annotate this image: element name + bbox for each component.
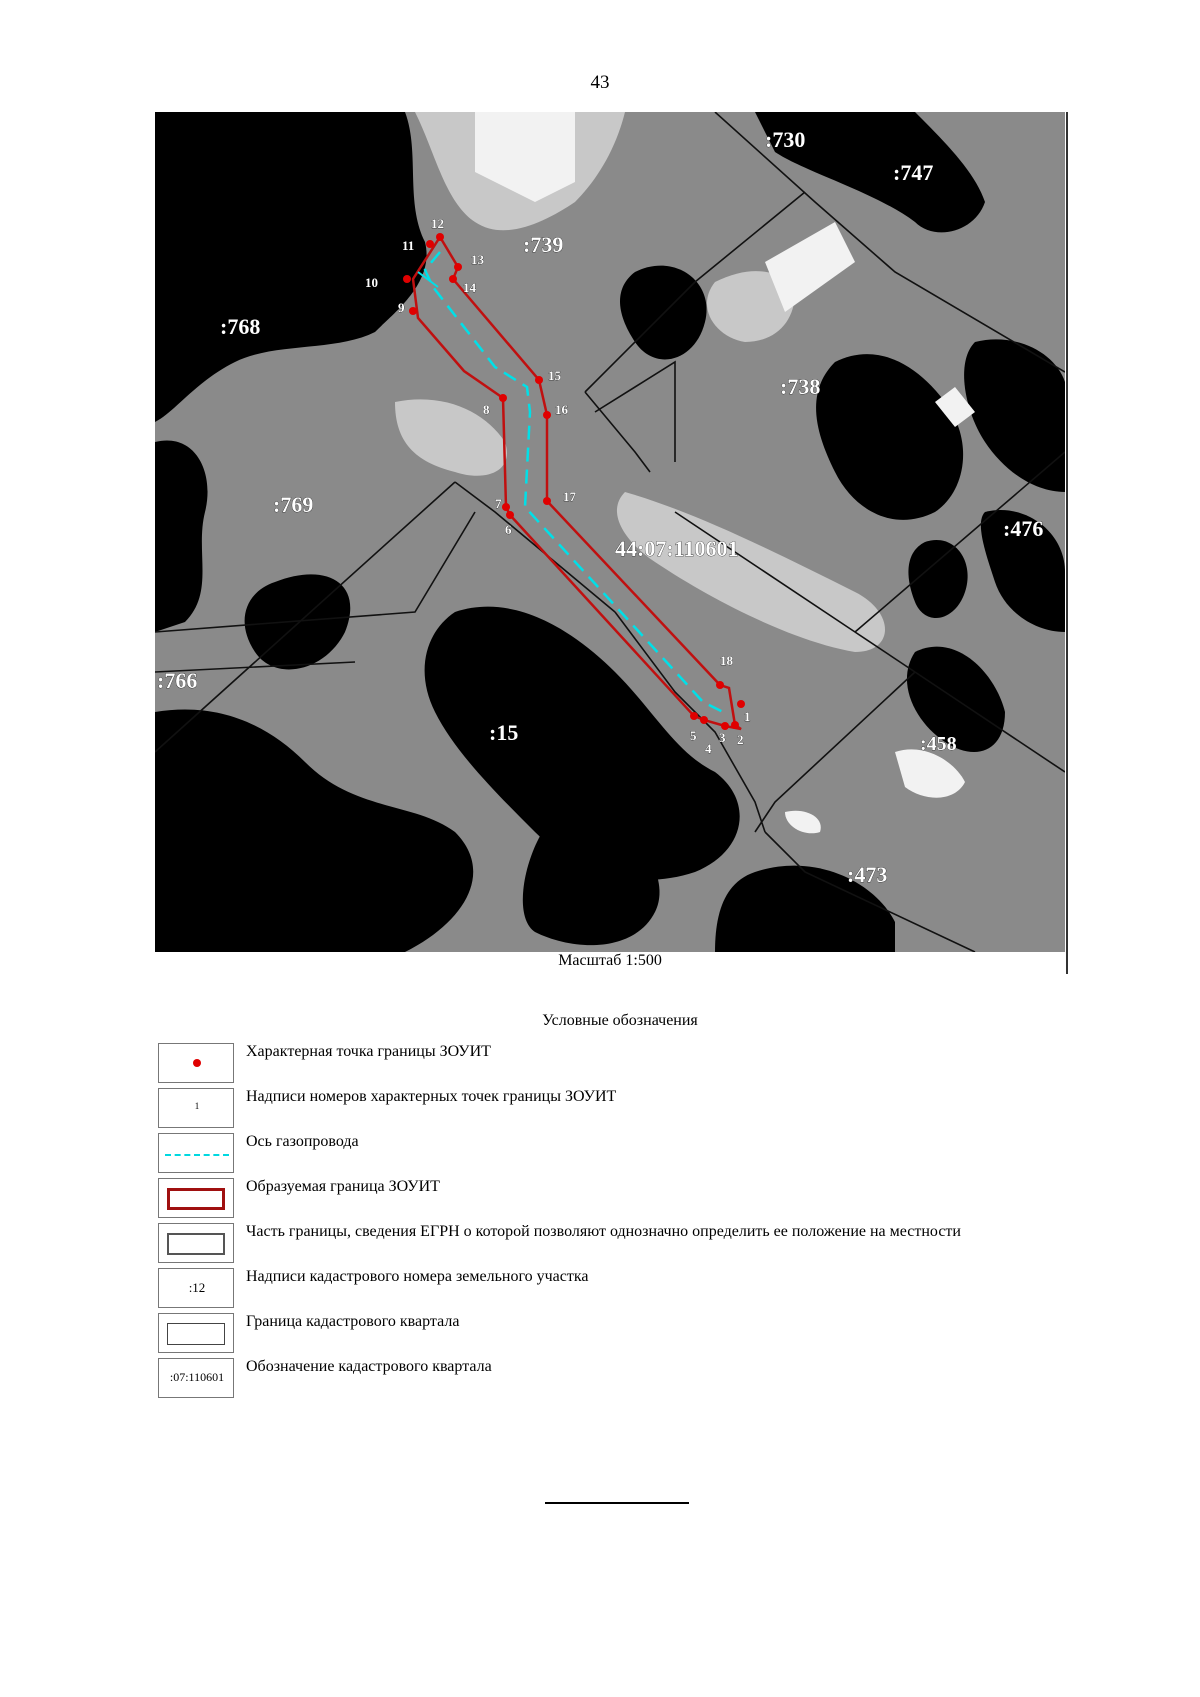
- legend-symbol-box: [158, 1358, 234, 1398]
- parcel-number-sample: :12: [188, 1280, 206, 1295]
- legend-symbol-box: [158, 1178, 234, 1218]
- legend-item: [158, 1313, 1200, 1357]
- parcel-label: :473: [847, 862, 888, 887]
- zone-boundary-icon: [167, 1188, 225, 1210]
- legend-symbol-box: [158, 1223, 234, 1263]
- legend-item: [158, 1178, 1200, 1222]
- cadastral-map: [155, 112, 1065, 952]
- point-label-9: 9: [398, 300, 405, 315]
- legend-item: [158, 1358, 1200, 1402]
- legend-item: [158, 1223, 1200, 1267]
- legend-item: [158, 1268, 1200, 1312]
- legend-item-text: Граница кадастрового квартала: [246, 1313, 460, 1330]
- parcel-label: :730: [765, 127, 806, 152]
- legend-symbol-box: [158, 1133, 234, 1173]
- point-label-2: 2: [737, 732, 744, 747]
- legend-title: Условные обозначения: [542, 1012, 698, 1029]
- parcel-label: :766: [157, 668, 198, 693]
- legend-item-text: Ось газопровода: [246, 1133, 359, 1150]
- parcel-label: :769: [273, 492, 314, 517]
- point-label-18: 18: [720, 653, 733, 668]
- quarter-label: 44:07:110601: [615, 536, 739, 561]
- parcel-label: :738: [780, 374, 821, 399]
- boundary-point-icon: [193, 1059, 201, 1067]
- point-label-1: 1: [744, 709, 751, 724]
- parcel-label: :768: [220, 314, 261, 339]
- point-label-6: 6: [505, 522, 512, 537]
- point-number-sample: 1: [194, 1101, 200, 1111]
- point-label-12: 12: [431, 216, 444, 231]
- legend-item: [158, 1133, 1200, 1177]
- legend-item-text: Надписи номеров характерных точек границы ЗОУИТ: [246, 1088, 617, 1105]
- parcel-label: :747: [893, 160, 934, 185]
- parcel-label: :476: [1003, 516, 1044, 541]
- parcel-label: :739: [523, 232, 564, 257]
- legend-item: [158, 1088, 1200, 1132]
- point-label-3: 3: [719, 730, 726, 745]
- quarter-label-sample: :07:110601: [169, 1370, 225, 1384]
- point-label-5: 5: [690, 728, 697, 743]
- point-label-15: 15: [548, 368, 561, 383]
- legend-symbol-box: [158, 1043, 234, 1083]
- legend-symbol-box: [158, 1313, 234, 1353]
- point-label-7: 7: [495, 496, 502, 511]
- parcel-label: :458: [920, 733, 957, 755]
- page-number: 43: [590, 72, 610, 93]
- point-label-8: 8: [483, 402, 490, 417]
- legend-item-text: Образуемая граница ЗОУИТ: [246, 1178, 440, 1195]
- legend-item-text: Надписи кадастрового номера земельного участка: [246, 1268, 589, 1285]
- parcel-label: :15: [489, 720, 519, 745]
- point-label-4: 4: [705, 741, 712, 756]
- egrn-boundary-icon: [167, 1233, 225, 1255]
- point-label-13: 13: [471, 252, 484, 267]
- legend-symbol-box: [158, 1088, 234, 1128]
- footer-rule: [545, 1502, 689, 1504]
- legend-item-text: Обозначение кадастрового квартала: [246, 1358, 492, 1375]
- point-label-17: 17: [563, 489, 576, 504]
- legend-item-text: Часть границы, сведения ЕГРН о которой позволяют однозначно определить ее положение на местности: [246, 1223, 961, 1240]
- gas-axis-line-icon: [165, 1154, 229, 1156]
- point-label-11: 11: [402, 238, 415, 253]
- point-label-14: 14: [463, 280, 476, 295]
- quarter-boundary-icon: [167, 1323, 225, 1345]
- map-frame-rule: [1066, 112, 1068, 974]
- point-label-10: 10: [365, 275, 378, 290]
- point-label-16: 16: [555, 402, 568, 417]
- legend-symbol-box: [158, 1268, 234, 1308]
- scale-label: Масштаб 1:500: [558, 952, 662, 969]
- legend-item-text: Характерная точка границы ЗОУИТ: [246, 1043, 491, 1060]
- legend-item: [158, 1043, 1200, 1087]
